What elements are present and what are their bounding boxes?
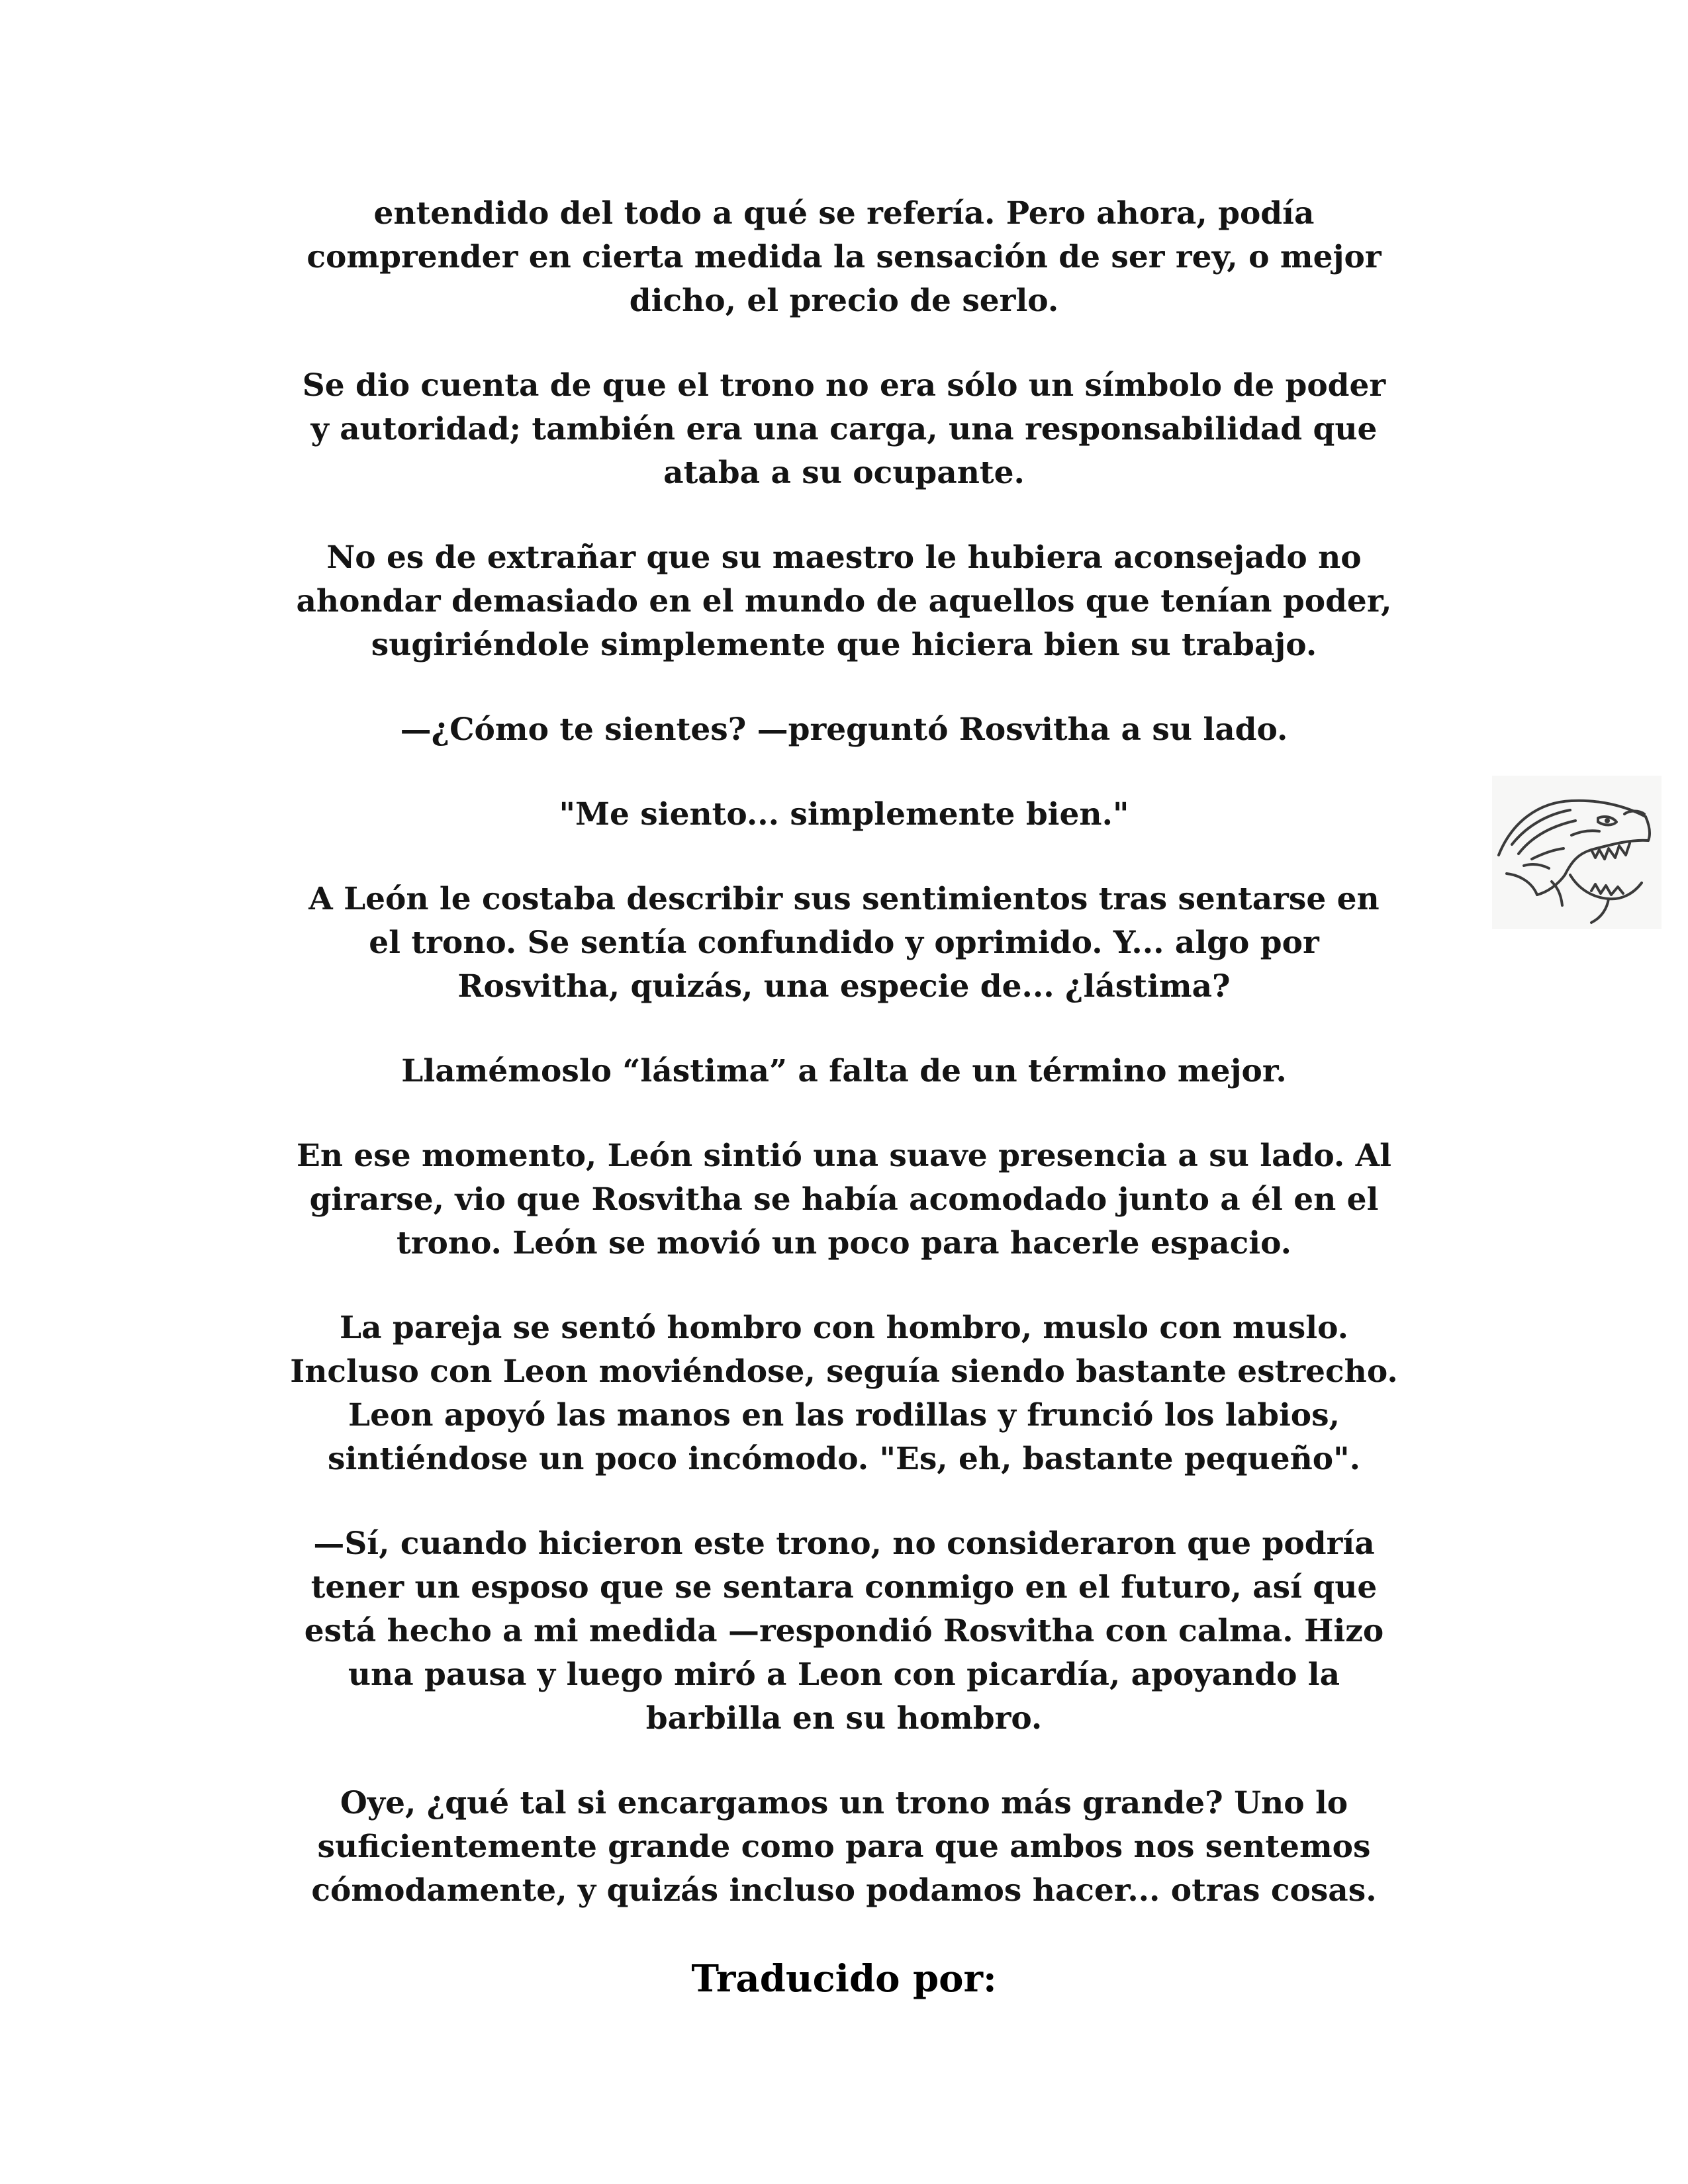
- text-line: girarse, vio que Rosvitha se había acomodado junto a él en el: [309, 1181, 1379, 1218]
- text-line: Leon apoyó las manos en las rodillas y frunció los labios,: [348, 1397, 1340, 1433]
- text-line: tener un esposo que se sentara conmigo en el futuro, así que: [310, 1569, 1378, 1606]
- paragraph: [225, 1134, 1463, 1265]
- dinosaur-emblem: [1492, 776, 1662, 929]
- text-line: —Sí, cuando hicieron este trono, no consideraron que podría: [313, 1525, 1375, 1562]
- paragraph: [225, 1782, 1463, 1913]
- document-body: [225, 192, 1463, 2004]
- paragraph: [225, 1050, 1463, 1093]
- text-line: entendido del todo a qué se refería. Pero ahora, podía: [373, 195, 1315, 232]
- text-line: trono. León se movió un poco para hacerle espacio.: [397, 1225, 1291, 1261]
- paragraph: [225, 1306, 1463, 1481]
- text-line: Llamémoslo “lástima” a falta de un término mejor.: [401, 1053, 1287, 1089]
- paragraph: [225, 536, 1463, 667]
- text-line: La pareja se sentó hombro con hombro, muslo con muslo.: [340, 1310, 1348, 1346]
- text-line: Incluso con Leon moviéndose, seguía siendo bastante estrecho.: [290, 1353, 1398, 1390]
- dinosaur-head-sketch-icon: [1492, 776, 1662, 929]
- text-line: ahondar demasiado en el mundo de aquellos que tenían poder,: [296, 583, 1392, 619]
- text-line: ataba a su ocupante.: [663, 455, 1025, 491]
- translator-credit: Traducido por:: [691, 1957, 997, 2001]
- paragraph: [225, 878, 1463, 1009]
- text-line: Oye, ¿qué tal si encargamos un trono más grande? Uno lo: [340, 1785, 1348, 1821]
- text-line: cómodamente, y quizás incluso podamos hacer... otras cosas.: [311, 1872, 1377, 1909]
- text-line: está hecho a mi medida —respondió Rosvitha con calma. Hizo: [304, 1613, 1384, 1649]
- text-line: y autoridad; también era una carga, una responsabilidad que: [310, 411, 1378, 447]
- text-line: Se dio cuenta de que el trono no era sólo un símbolo de poder: [302, 367, 1386, 404]
- text-line: No es de extrañar que su maestro le hubiera aconsejado no: [326, 539, 1362, 576]
- text-line: —¿Cómo te sientes? —preguntó Rosvitha a su lado.: [400, 711, 1288, 748]
- text-line: una pausa y luego miró a Leon con picardía, apoyando la: [348, 1657, 1340, 1693]
- paragraph: [225, 708, 1463, 752]
- text-line: En ese momento, León sintió una suave presencia a su lado. Al: [297, 1138, 1391, 1174]
- paragraph-list: [225, 192, 1463, 1913]
- paragraph: [225, 793, 1463, 837]
- text-line: dicho, el precio de serlo.: [629, 283, 1059, 319]
- text-line: el trono. Se sentía confundido y oprimido. Y... algo por: [369, 925, 1319, 961]
- text-line: sintiéndose un poco incómodo. "Es, eh, bastante pequeño".: [328, 1441, 1360, 1477]
- paragraph: [225, 192, 1463, 323]
- text-line: suficientemente grande como para que ambos nos sentemos: [317, 1829, 1371, 1865]
- text-line: Rosvitha, quizás, una especie de... ¿lástima?: [457, 968, 1231, 1005]
- text-line: A León le costaba describir sus sentimientos tras sentarse en: [308, 881, 1380, 917]
- text-line: barbilla en su hombro.: [645, 1700, 1043, 1737]
- paragraph: [225, 1522, 1463, 1741]
- text-line: "Me siento... simplemente bien.": [559, 796, 1129, 833]
- text-line: sugiriéndole simplemente que hiciera bien su trabajo.: [371, 627, 1317, 663]
- text-line: comprender en cierta medida la sensación de ser rey, o mejor: [306, 239, 1382, 275]
- paragraph: [225, 364, 1463, 495]
